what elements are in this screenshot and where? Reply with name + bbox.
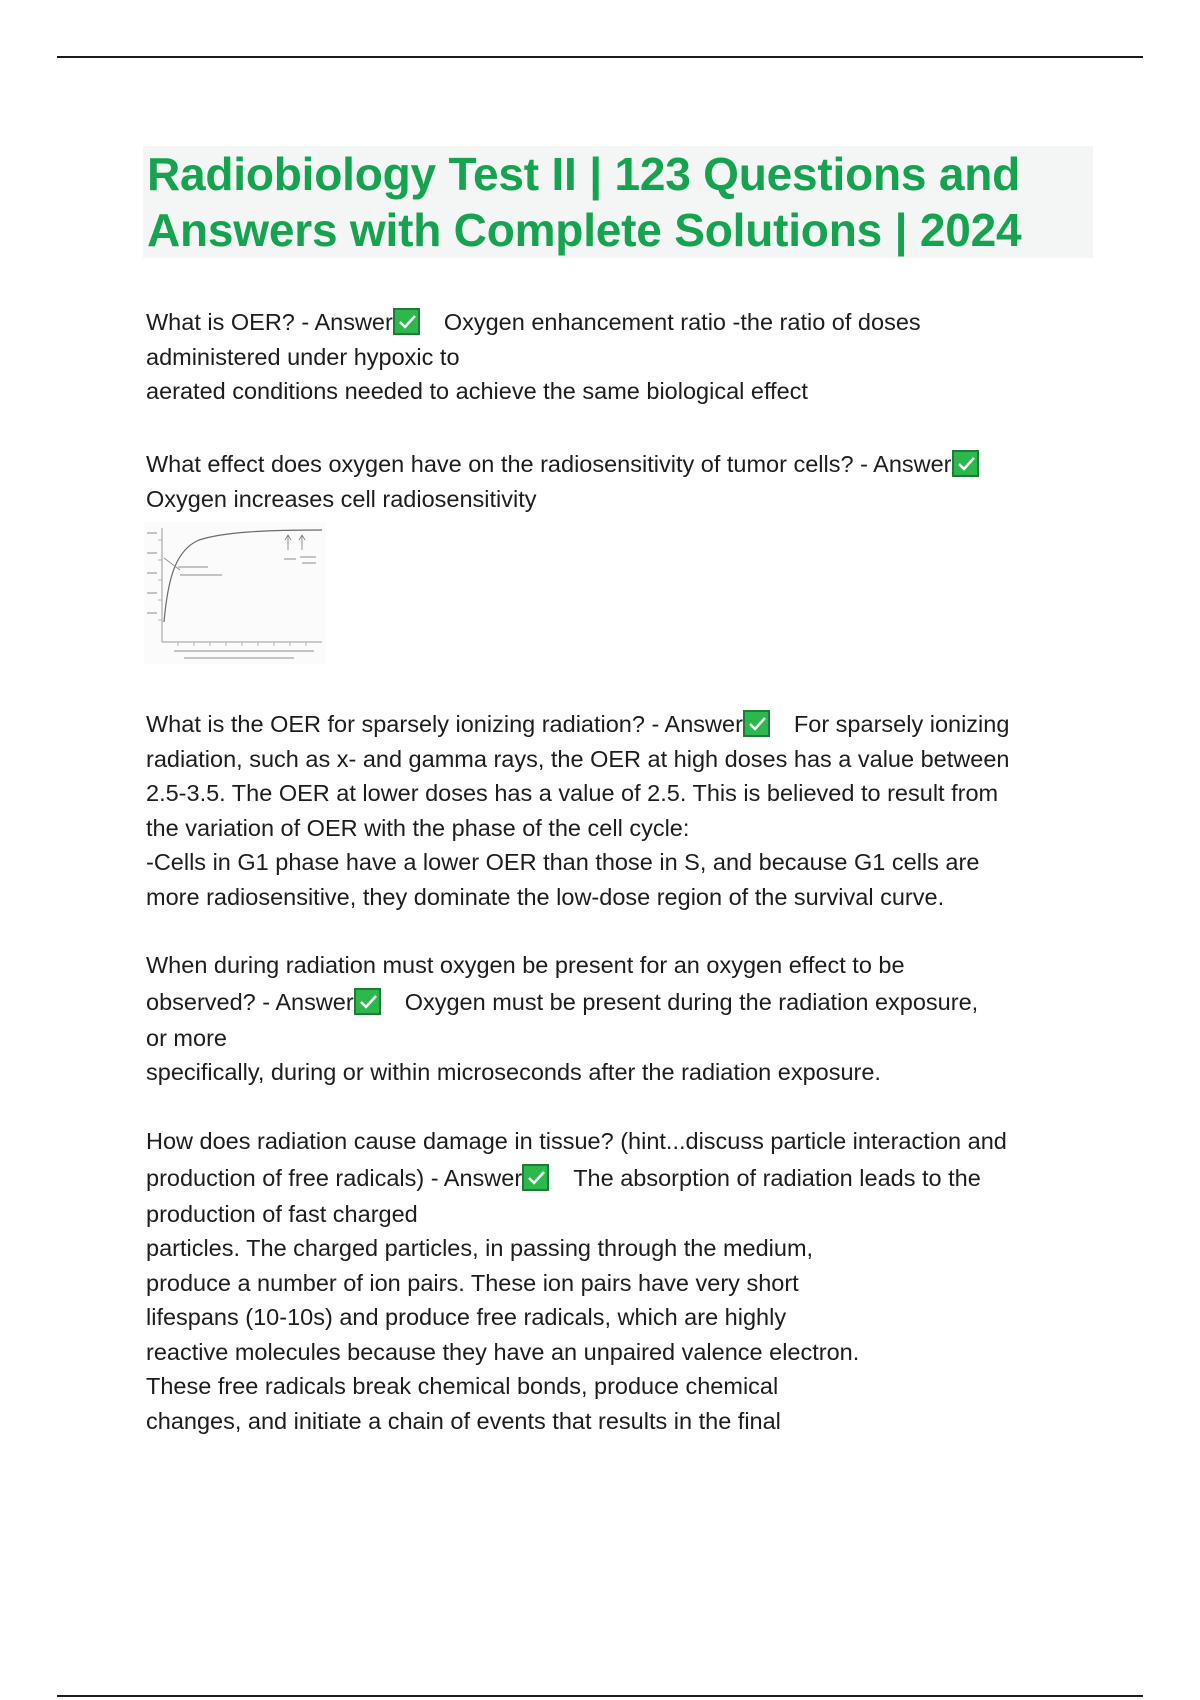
check-mark-icon <box>743 710 770 737</box>
title-line-1: Radiobiology Test II | 123 Questions and <box>147 148 1021 200</box>
qa-item-oxygen-effect <box>146 447 1086 516</box>
answer-text: the variation of OER with the phase of the cell cycle: <box>146 814 690 841</box>
qa-item-radiation-damage <box>146 1124 1086 1438</box>
question-text: production of free radicals) - Answer <box>146 1164 523 1191</box>
question-text: What is the OER for sparsely ionizing radiation? - Answer <box>146 711 743 737</box>
oxygen-radiosensitivity-graph <box>144 522 326 664</box>
question-text: observed? - Answer <box>146 988 354 1015</box>
answer-text: specifically, during or within microseconds after the radiation exposure. <box>146 1059 881 1085</box>
answer-text: aerated conditions needed to achieve the same biological effect <box>146 378 808 404</box>
qa-item-sparsely-ionizing-oer <box>146 707 1086 914</box>
check-mark-icon <box>354 988 381 1015</box>
answer-text: Oxygen enhancement ratio -the ratio of doses <box>443 309 921 335</box>
answer-text: administered under hypoxic to <box>146 343 460 370</box>
answer-text: particles. The charged particles, in passing through the medium, <box>146 1235 814 1261</box>
answer-text: produce a number of ion pairs. These ion pairs have very short <box>146 1269 799 1296</box>
header-rule <box>57 56 1143 58</box>
answer-text: radiation, such as x- and gamma rays, the OER at high doses has a value between <box>146 745 1010 772</box>
check-mark-icon <box>522 1164 549 1191</box>
document-title <box>143 146 1093 258</box>
question-text: What effect does oxygen have on the radiosensitivity of tumor cells? - Answer <box>146 451 952 477</box>
title-line-2: Answers with Complete Solutions | 2024 <box>147 204 1022 256</box>
answer-text: or more <box>146 1024 227 1051</box>
footer-rule <box>57 1695 1143 1697</box>
question-text: When during radiation must oxygen be present for an oxygen effect to be <box>146 952 905 978</box>
question-text: What is OER? - Answer <box>146 309 393 335</box>
answer-text: reactive molecules because they have an unpaired valence electron. <box>146 1338 860 1365</box>
check-mark-icon <box>393 308 420 335</box>
answer-text: -Cells in G1 phase have a lower OER than those in S, and because G1 cells are <box>146 849 980 875</box>
qa-item-oxygen-timing <box>146 948 1086 1090</box>
answer-text: The absorption of radiation leads to the <box>573 1164 981 1191</box>
answer-text: These free radicals break chemical bonds, produce chemical <box>146 1373 779 1399</box>
answer-text: Oxygen must be present during the radiation exposure, <box>404 988 979 1015</box>
question-text: How does radiation cause damage in tissue? (hint...discuss particle interaction and <box>146 1128 1007 1154</box>
qa-item-oer-definition <box>146 305 1086 409</box>
answer-text: Oxygen increases cell radiosensitivity <box>146 485 537 512</box>
answer-text: lifespans (10-10s) and produce free radicals, which are highly <box>146 1304 787 1330</box>
check-mark-icon <box>952 450 979 477</box>
answer-text: production of fast charged <box>146 1200 418 1227</box>
answer-text: more radiosensitive, they dominate the low-dose region of the survival curve. <box>146 883 945 910</box>
answer-text: changes, and initiate a chain of events that results in the final <box>146 1407 781 1434</box>
answer-text: For sparsely ionizing <box>793 711 1010 737</box>
answer-text: 2.5-3.5. The OER at lower doses has a value of 2.5. This is believed to result from <box>146 780 999 806</box>
